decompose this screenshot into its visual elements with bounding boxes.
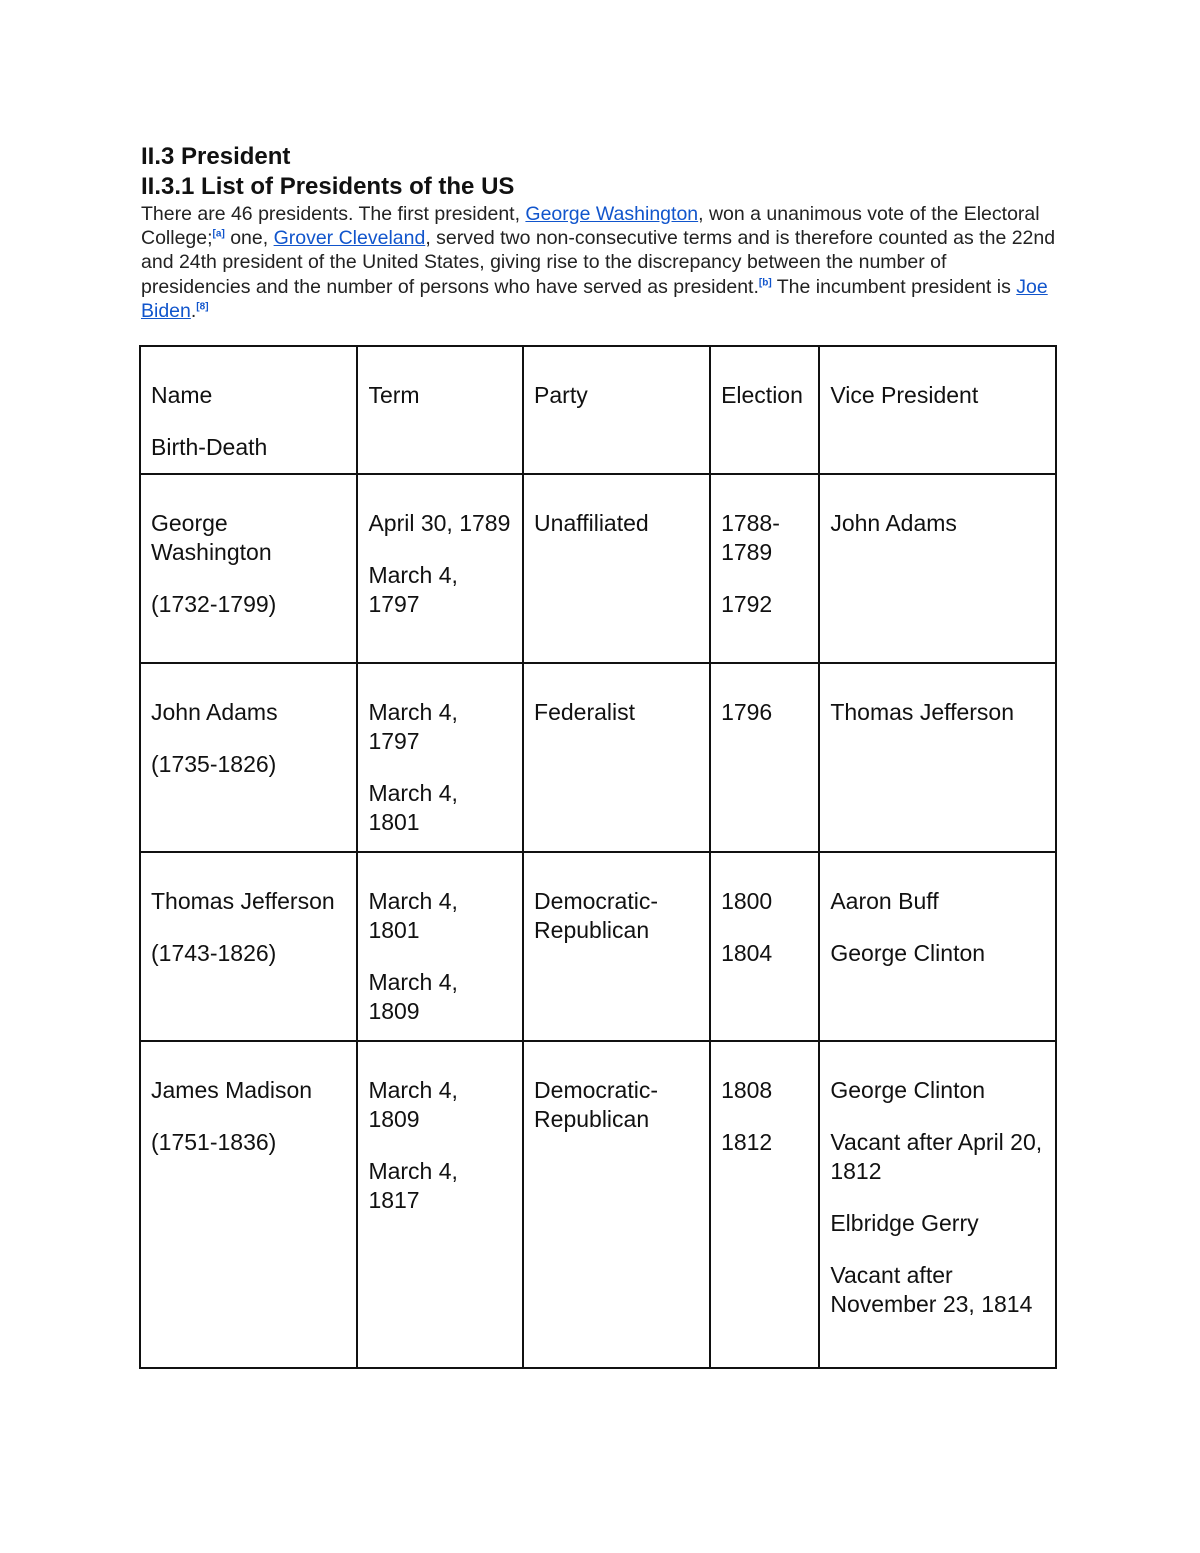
link-george-washington[interactable]: George Washington <box>525 203 699 225</box>
term-end: March 4, 1817 <box>368 1158 458 1213</box>
header-election: Election <box>721 382 803 408</box>
president-name: James Madison <box>151 1077 313 1103</box>
document-page <box>141 142 1061 323</box>
link-joe-biden[interactable]: Joe Biden <box>141 275 1048 322</box>
header-party-cell <box>523 346 710 474</box>
president-name: George Washington <box>151 510 272 565</box>
term-end: March 4, 1809 <box>368 969 458 1024</box>
term-start: March 4, 1801 <box>368 888 458 943</box>
party: Unaffiliated <box>534 510 649 536</box>
president-years: (1751-1836) <box>151 1129 277 1155</box>
header-party: Party <box>534 382 588 408</box>
vice-president: John Adams <box>830 510 957 536</box>
name-cell <box>140 1041 357 1368</box>
vp-cell <box>819 852 1056 1041</box>
term-start: March 4, 1809 <box>368 1077 458 1132</box>
intro-text-2: , won a unanimous vote of the Electoral College; <box>141 203 1040 250</box>
intro-text-3: one, <box>224 227 274 250</box>
link-grover-cleveland[interactable]: Grover Cleveland <box>273 227 426 250</box>
vice-president: Vacant after November 23, 1814 <box>830 1262 1033 1317</box>
name-cell <box>140 852 357 1041</box>
election-year: 1792 <box>721 591 773 617</box>
vp-cell <box>819 1041 1056 1368</box>
table-header-row <box>140 346 1056 474</box>
footnote-b[interactable]: [b] <box>758 277 772 289</box>
header-name-cell <box>140 346 357 474</box>
election-year: 1808 <box>721 1077 773 1103</box>
president-name: John Adams <box>151 699 278 725</box>
table-row <box>140 852 1056 1041</box>
vice-president: Vacant after April 20, 1812 <box>830 1129 1043 1184</box>
header-birth-death: Birth-Death <box>151 434 268 460</box>
party-cell <box>523 852 710 1041</box>
election-cell <box>710 663 819 852</box>
election-cell <box>710 852 819 1041</box>
president-years: (1743-1826) <box>151 940 277 966</box>
president-years: (1735-1826) <box>151 751 277 777</box>
header-name: Name <box>151 382 213 408</box>
vice-president: Elbridge Gerry <box>830 1210 979 1236</box>
name-cell <box>140 474 357 663</box>
party-cell <box>523 474 710 663</box>
header-vice-president: Vice President <box>830 382 979 408</box>
name-cell <box>140 663 357 852</box>
term-cell <box>357 1041 523 1368</box>
subsection-heading: II.3.1 List of Presidents of the US <box>141 173 515 200</box>
header-vp-cell <box>819 346 1056 474</box>
intro-text-6: . <box>190 299 197 322</box>
party: Democratic-Republican <box>534 888 659 943</box>
party: Democratic-Republican <box>534 1077 659 1132</box>
election-year: 1812 <box>721 1129 773 1155</box>
vice-president: Aaron Buff <box>830 888 939 914</box>
intro-text-4: , served two non-consecutive terms and is therefore counted as the 22nd and 24th president of the United States, giving rise to the discrepancy between the number of presidencies and the number of persons who have served as president. <box>141 227 1056 298</box>
vp-cell <box>819 663 1056 852</box>
party-cell <box>523 663 710 852</box>
election-cell <box>710 1041 819 1368</box>
term-cell <box>357 474 523 663</box>
president-years: (1732-1799) <box>151 591 277 617</box>
term-end: March 4, 1797 <box>368 562 458 617</box>
term-start: April 30, 1789 <box>368 510 511 536</box>
president-name: Thomas Jefferson <box>151 888 335 914</box>
intro-text-5: The incumbent president is <box>771 275 1017 298</box>
party: Federalist <box>534 699 636 725</box>
table-row <box>140 474 1056 663</box>
footnote-a[interactable]: [a] <box>212 228 225 240</box>
term-end: March 4, 1801 <box>368 780 458 835</box>
vice-president: George Clinton <box>830 940 986 966</box>
footnote-c[interactable]: [8] <box>196 301 209 313</box>
intro-paragraph <box>141 202 1056 323</box>
table-row <box>140 663 1056 852</box>
vice-president: George Clinton <box>830 1077 986 1103</box>
election-year: 1800 <box>721 888 773 914</box>
presidents-table <box>139 345 1057 1369</box>
election-year: 1788-1789 <box>721 510 780 565</box>
intro-text-1: There are 46 presidents. The first president, <box>141 203 526 225</box>
election-year: 1804 <box>721 940 773 966</box>
party-cell <box>523 1041 710 1368</box>
term-cell <box>357 663 523 852</box>
header-election-cell <box>710 346 819 474</box>
table-row <box>140 1041 1056 1368</box>
vice-president: Thomas Jefferson <box>830 699 1015 725</box>
header-term-cell <box>357 346 523 474</box>
term-cell <box>357 852 523 1041</box>
term-start: March 4, 1797 <box>368 699 458 754</box>
vp-cell <box>819 474 1056 663</box>
election-year: 1796 <box>721 699 773 725</box>
election-cell <box>710 474 819 663</box>
section-heading: II.3 President <box>141 143 291 170</box>
header-term: Term <box>368 382 420 408</box>
